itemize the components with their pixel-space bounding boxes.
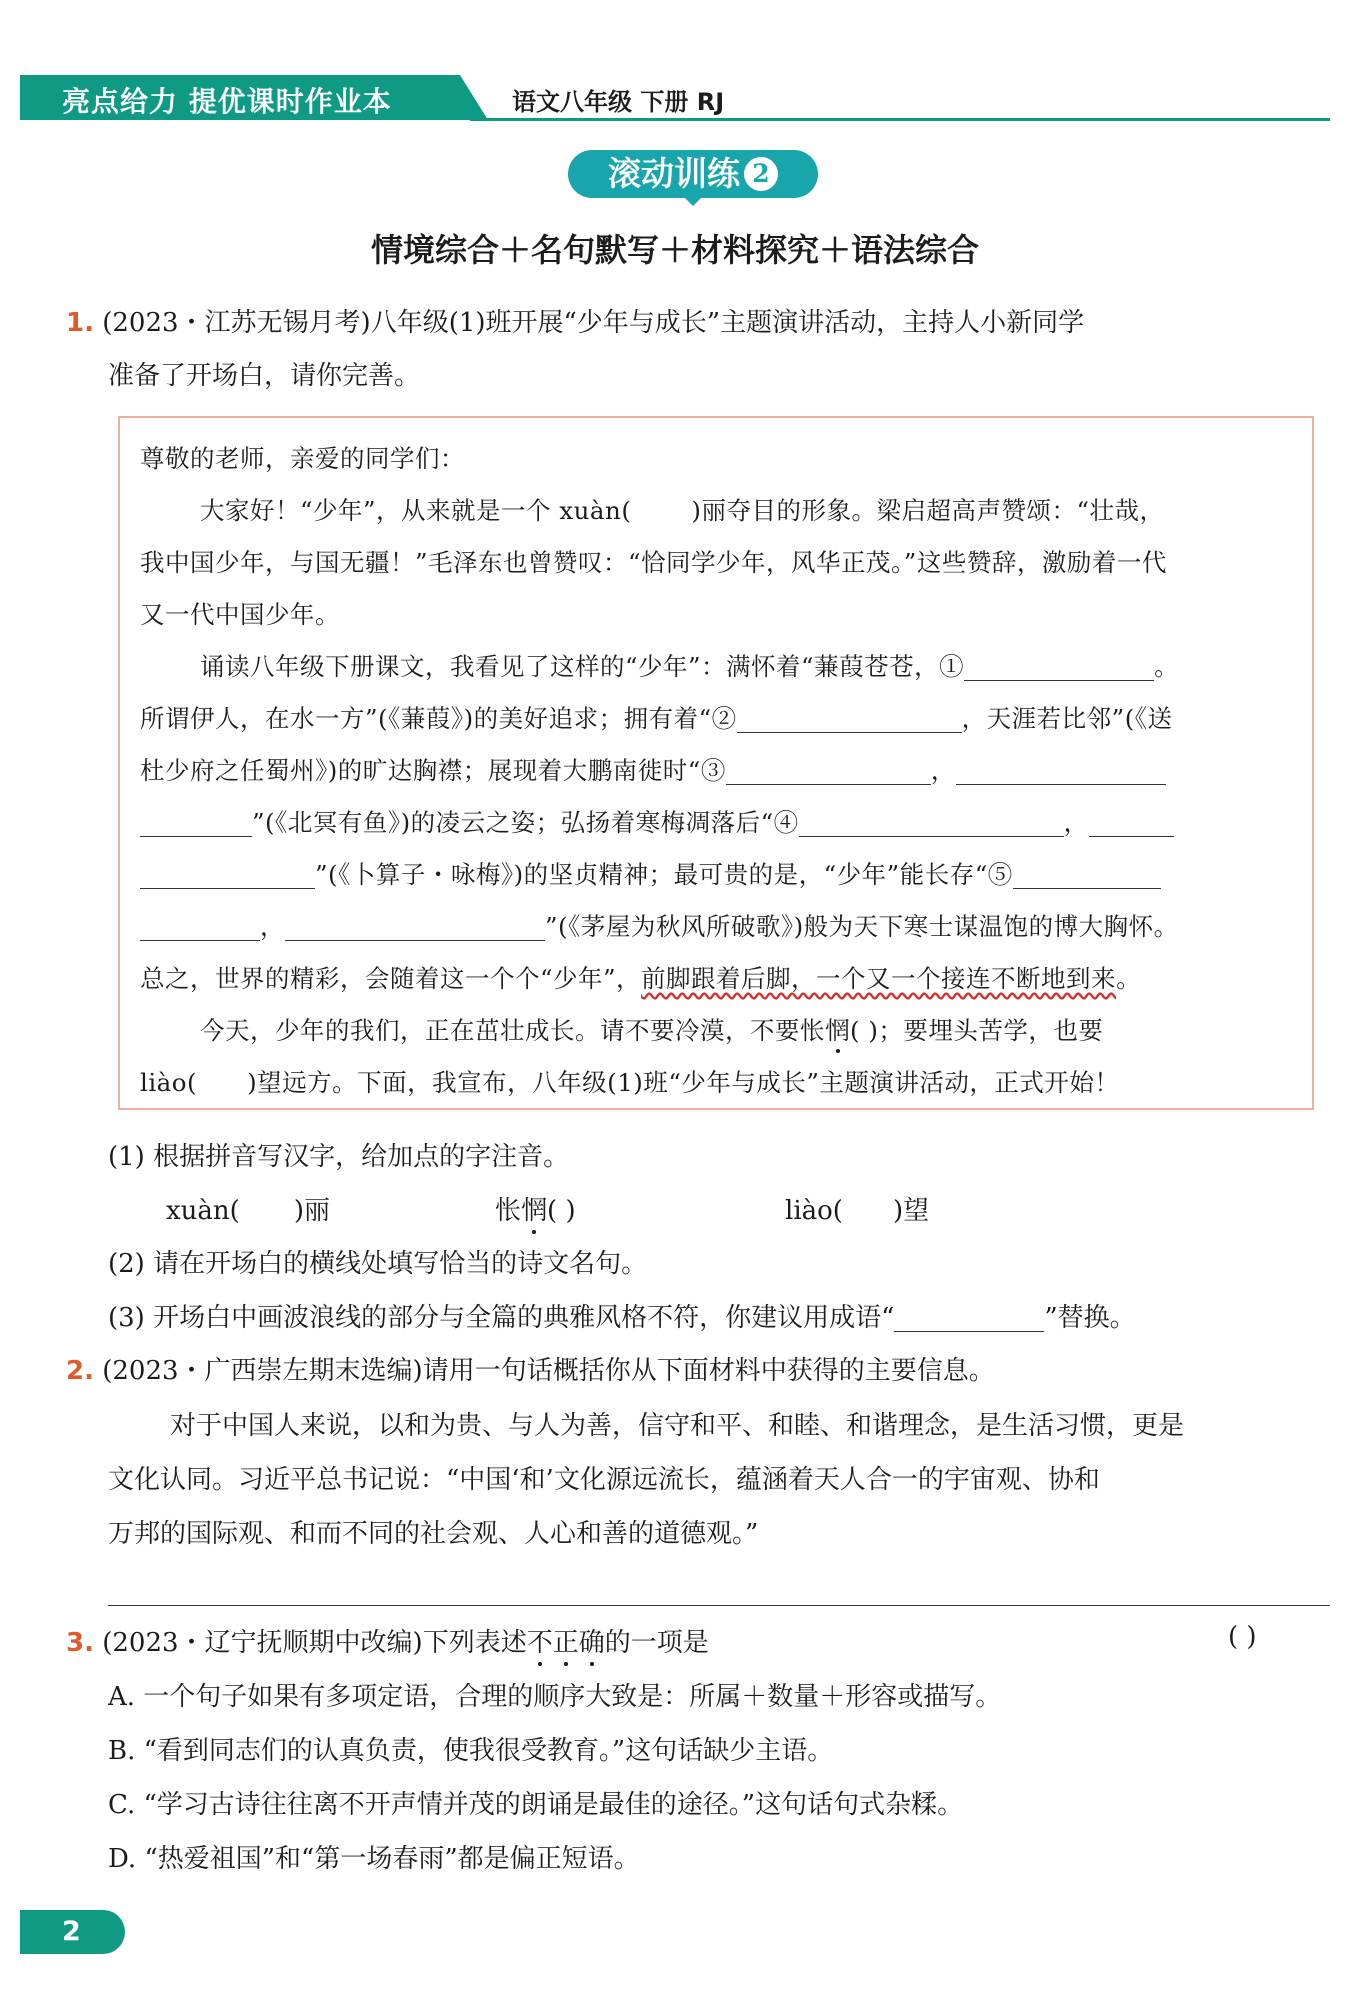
q3-dotted-char-2: 正 [552, 1628, 579, 1658]
q1-sub2: (2) 请在开场白的横线处填写恰当的诗文名句。 [108, 1249, 648, 1279]
box-line-5a: 所谓伊人，在水一方”(《蒹葭》)的美好追求；拥有着“② [140, 704, 737, 733]
header-subject: 语文八年级 下册 RJ [512, 88, 725, 116]
header-brand: 亮点给力 提优课时作业本 [62, 85, 392, 118]
section-badge-number: 2 [744, 157, 778, 191]
q2-answer-line[interactable] [108, 1605, 1330, 1606]
q3-option-b[interactable]: B. “看到同志们的认真负责，使我很受教育。”这句话缺少主语。 [108, 1736, 834, 1766]
header-rule [470, 118, 1330, 121]
box-line-7a: ”(《北冥有鱼》)的凌云之姿；弘扬着寒梅凋落后“④ [252, 808, 799, 837]
sub1-b-dotted-char: 惘 [521, 1196, 548, 1226]
sub3-text-b: ”替换。 [1044, 1303, 1136, 1333]
sub1-b-paren: ( ) [547, 1196, 576, 1226]
box-line-5 [140, 700, 1173, 735]
box-line-7 [140, 804, 1174, 839]
q3-option-d[interactable]: D. “热爱祖国”和“第一场春雨”都是偏正短语。 [108, 1844, 640, 1874]
q3-answer-paren[interactable]: ( ) [1228, 1622, 1257, 1652]
fill-blank-4b[interactable] [1089, 814, 1174, 837]
q2-stem-text: (2023・广西崇左期末选编)请用一句话概括你从下面材料中获得的主要信息。 [102, 1356, 995, 1386]
q3-stem-a: (2023・辽宁抚顺期中改编)下列表述 [102, 1628, 527, 1658]
q3-stem [66, 1622, 709, 1659]
q3-option-c[interactable]: C. “学习古诗往往离不开声情并茂的朗诵是最佳的途径。”这句话句式杂糅。 [108, 1790, 964, 1820]
q1-number: 1. [66, 308, 94, 338]
q1-sub1-item-c [785, 1190, 929, 1227]
box-line-6a: 杜少府之任蜀州》)的旷达胸襟；展现着大鹏南徙时“③ [140, 756, 726, 785]
q3-stem-b: 的一项是 [604, 1628, 709, 1658]
box-line-12b: )望远方。下面，我宣布，八年级(1)班“少年与成长”主题演讲活动，正式开始！ [247, 1068, 1120, 1097]
box-dotted-char: 惘 [825, 1016, 850, 1045]
section-subtitle: 情境综合＋名句默写＋材料探究＋语法综合 [370, 231, 979, 269]
q2-number: 2. [66, 1356, 94, 1386]
box-line-11b: ( )；要埋头苦学，也要 [850, 1016, 1104, 1045]
sub1-b-char: 怅 [495, 1196, 522, 1226]
q2-material-2: 文化认同。习近平总书记说：“中国‘和’文化源远流长，蕴涵着天人合一的宇宙观、协和 [108, 1465, 1100, 1495]
sub1-a-pinyin: xuàn( [166, 1196, 240, 1226]
fill-blank-5a[interactable] [1013, 866, 1161, 889]
box-line-8a: ”(《卜算子・咏梅》)的坚贞精神；最可贵的是，“少年”能长存“⑤ [315, 860, 1013, 889]
q3-number: 3. [66, 1628, 94, 1658]
box-line-8 [140, 856, 1161, 891]
q1-stem-text: (2023・江苏无锡月考)八年级(1)班开展“少年与成长”主题演讲活动，主持人小新同学 [102, 308, 1085, 338]
box-greeting: 尊敬的老师，亲爱的同学们： [140, 444, 465, 473]
box-line-6b: ， [930, 756, 956, 785]
q1-sub3 [108, 1297, 1136, 1334]
box-line-2: 我中国少年，与国无疆！”毛泽东也曾赞叹：“恰同学少年，风华正茂。”这些赞辞，激励着一代 [140, 548, 1167, 577]
box-line-1a: 大家好！“少年”，从来就是一个 xuàn( [200, 496, 632, 525]
box-line-9b: ”(《茅屋为秋风所破歌》)般为天下寒士谋温饱的博大胸怀。 [545, 912, 1179, 941]
fill-blank-4a[interactable] [799, 814, 1064, 837]
box-line-1 [200, 492, 1164, 527]
box-line-12 [140, 1064, 1119, 1099]
q3-dotted-char-1: 不 [526, 1628, 553, 1658]
section-badge [568, 150, 818, 198]
box-line-3: 又一代中国少年。 [140, 600, 340, 629]
q1-stem-line2: 准备了开场白，请你完善。 [108, 361, 421, 391]
wavy-underlined-phrase: 前脚跟着后脚，一个又一个接连不断地到来 [641, 964, 1117, 993]
fill-blank-5b[interactable] [140, 918, 260, 941]
fill-blank-1[interactable] [964, 658, 1154, 681]
box-line-12a: liào( [140, 1068, 198, 1097]
q1-sub1-item-b [495, 1190, 576, 1227]
sub1-c-pinyin: liào( [785, 1196, 843, 1226]
box-line-11 [200, 1012, 1103, 1047]
q3-option-a[interactable]: A. 一个句子如果有多项定语，合理的顺序大致是：所属＋数量＋形容或描写。 [108, 1682, 1002, 1712]
section-badge-label: 滚动训练 [608, 154, 740, 193]
fill-blank-3b[interactable] [956, 762, 1166, 785]
page-number: 2 [20, 1910, 125, 1954]
fill-blank-4c[interactable] [140, 866, 315, 889]
box-line-9a: ， [260, 912, 285, 941]
box-line-6 [140, 752, 1166, 787]
box-line-5b: ，天涯若比邻”(《送 [961, 704, 1173, 733]
box-line-9 [140, 908, 1179, 943]
fill-blank-5c[interactable] [285, 918, 545, 941]
q2-material-3: 万邦的国际观、和而不同的社会观、人心和善的道德观。” [108, 1519, 759, 1549]
fill-blank-3c[interactable] [140, 814, 252, 837]
sub3-text-a: (3) 开场白中画波浪线的部分与全篇的典雅风格不符，你建议用成语“ [108, 1303, 895, 1333]
q1-stem-line1 [66, 302, 1084, 339]
fill-blank-2[interactable] [737, 710, 962, 733]
fill-blank-3a[interactable] [726, 762, 931, 785]
sub1-c-char: )望 [892, 1196, 930, 1226]
box-line-10a: 总之，世界的精彩，会随着这一个个“少年”， [140, 964, 642, 993]
idiom-blank[interactable] [894, 1309, 1044, 1332]
q3-dotted-char-3: 确 [578, 1628, 605, 1658]
box-line-4b: 。 [1154, 652, 1180, 681]
box-line-7b: ， [1063, 808, 1089, 837]
box-line-10b: 。 [1116, 964, 1142, 993]
box-line-4a: 诵读八年级下册课文，我看见了这样的“少年”：满怀着“蒹葭苍苍，① [200, 652, 965, 681]
box-line-1b: )丽夺目的形象。梁启超高声赞颂：“壮哉， [691, 496, 1165, 525]
sub1-a-char: )丽 [293, 1196, 330, 1226]
box-line-10 [140, 960, 1141, 995]
q1-sub1-item-a [166, 1190, 330, 1227]
q2-stem [66, 1350, 995, 1387]
box-line-4 [200, 648, 1179, 683]
q2-material-1: 对于中国人来说，以和为贵、与人为善，信守和平、和睦、和谐理念，是生活习惯，更是 [170, 1411, 1185, 1441]
badge-pointer [683, 196, 703, 206]
q1-sub1: (1) 根据拼音写汉字，给加点的字注音。 [108, 1142, 570, 1172]
box-line-11a: 今天，少年的我们，正在茁壮成长。请不要冷漠，不要怅 [200, 1016, 825, 1045]
